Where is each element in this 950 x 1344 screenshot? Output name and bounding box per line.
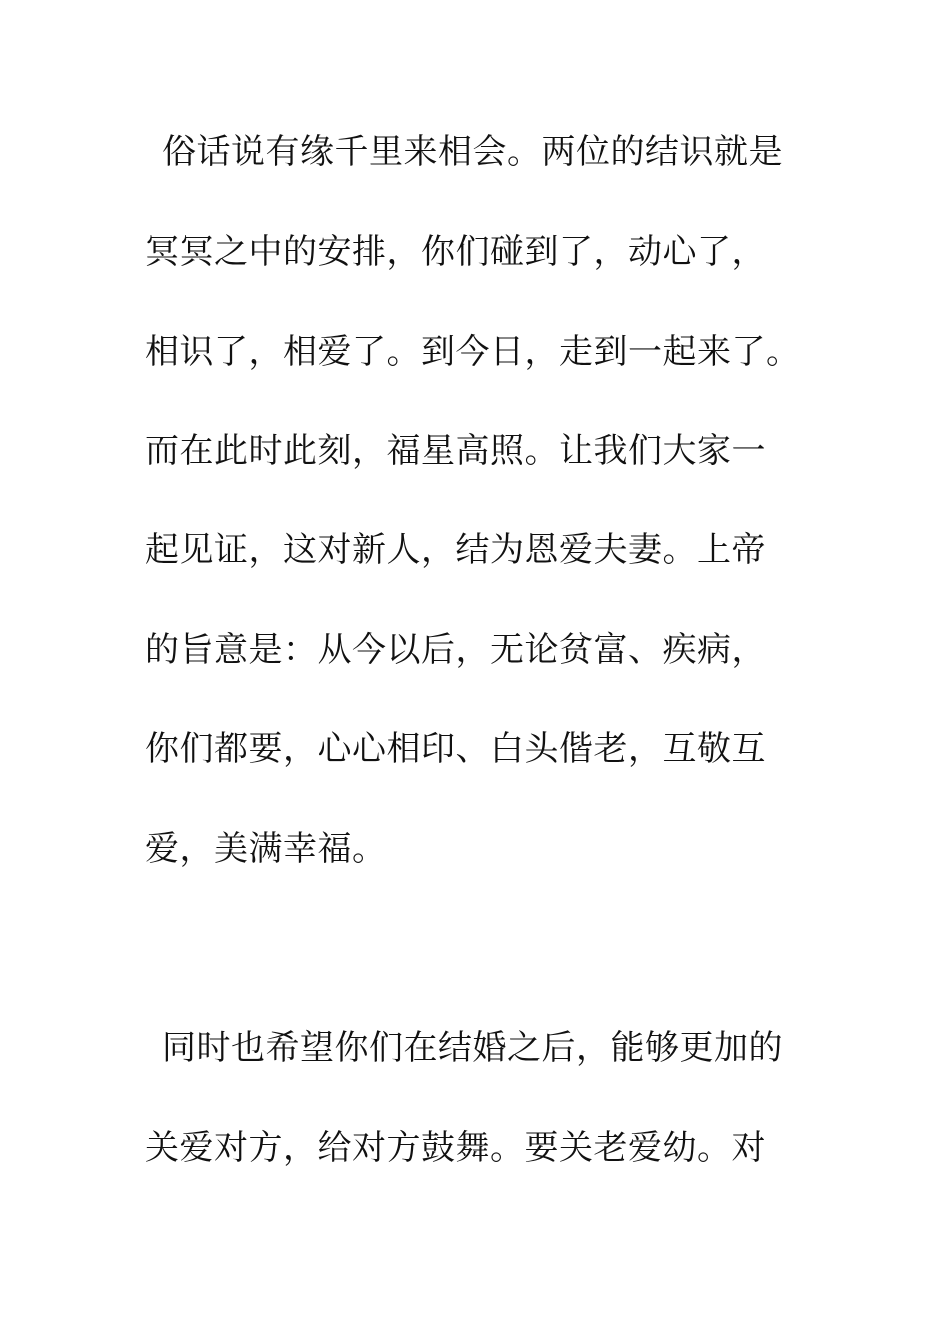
text-line: 你们都要，心心相印、白头偕老，互敬互 bbox=[145, 729, 766, 769]
text-line: 同时也希望你们在结婚之后，能够更加的 bbox=[162, 1028, 783, 1068]
text-line: 俗话说有缘千里来相会。两位的结识就是 bbox=[162, 132, 783, 172]
text-line: 的旨意是：从今以后，无论贫富、疾病， bbox=[145, 630, 766, 670]
text-line: 冥冥之中的安排，你们碰到了，动心了， bbox=[145, 232, 766, 272]
text-line: 而在此时此刻，福星高照。让我们大家一 bbox=[145, 431, 766, 471]
text-line: 相识了，相爱了。到今日，走到一起来了。 bbox=[145, 332, 801, 372]
text-line: 起见证，这对新人，结为恩爱夫妻。上帝 bbox=[145, 530, 766, 570]
text-line: 爱，美满幸福。 bbox=[145, 829, 387, 869]
text-line: 关爱对方，给对方鼓舞。要关老爱幼。对 bbox=[145, 1128, 766, 1168]
